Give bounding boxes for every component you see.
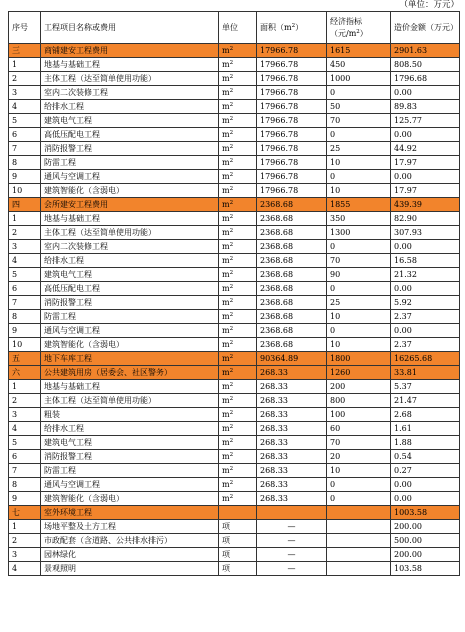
amount-cell: 16265.68 <box>391 352 460 366</box>
amount-cell: 16.58 <box>391 254 460 268</box>
unit-cell: $m^2$ <box>219 268 257 282</box>
table-row <box>9 478 460 492</box>
area-cell: 17966.78 <box>257 58 327 72</box>
unit-cell: $m^2$ <box>219 86 257 100</box>
item-name-cell: 给排水工程 <box>41 100 219 114</box>
table-row <box>9 170 460 184</box>
item-name-cell: 主体工程（达至简单使用功能） <box>41 72 219 86</box>
item-name-cell: 给排水工程 <box>41 422 219 436</box>
row-number-cell: 9 <box>9 170 41 184</box>
col-header-amount: 造价金额（万元） <box>391 12 460 44</box>
amount-cell: 0.00 <box>391 282 460 296</box>
item-name-cell: 建筑电气工程 <box>41 436 219 450</box>
amount-cell: 0.00 <box>391 86 460 100</box>
economic-index-cell: 0 <box>327 478 391 492</box>
economic-index-cell: 350 <box>327 212 391 226</box>
amount-cell: 1796.68 <box>391 72 460 86</box>
area-cell: 17966.78 <box>257 114 327 128</box>
economic-index-cell: 10 <box>327 156 391 170</box>
area-cell: 17966.78 <box>257 170 327 184</box>
economic-index-cell: 0 <box>327 86 391 100</box>
item-name-cell: 商铺建安工程费用 <box>41 44 219 58</box>
area-cell: 2368.68 <box>257 324 327 338</box>
table-row <box>9 534 460 548</box>
row-number-cell: 10 <box>9 184 41 198</box>
item-name-cell: 主体工程（达至简单使用功能） <box>41 394 219 408</box>
economic-index-cell: 90 <box>327 268 391 282</box>
row-number-cell: 3 <box>9 548 41 562</box>
area-cell: 268.33 <box>257 436 327 450</box>
section-row <box>9 44 460 58</box>
amount-cell: 89.83 <box>391 100 460 114</box>
area-cell: 268.33 <box>257 422 327 436</box>
table-row <box>9 324 460 338</box>
amount-cell: 2901.63 <box>391 44 460 58</box>
amount-cell: 808.50 <box>391 58 460 72</box>
row-number-cell: 4 <box>9 422 41 436</box>
unit-cell: $m^2$ <box>219 436 257 450</box>
amount-cell: 1.88 <box>391 436 460 450</box>
item-name-cell: 高低压配电工程 <box>41 282 219 296</box>
amount-cell: 125.77 <box>391 114 460 128</box>
table-row <box>9 422 460 436</box>
area-cell: — <box>257 562 327 576</box>
economic-index-cell: 20 <box>327 450 391 464</box>
economic-index-cell: 450 <box>327 58 391 72</box>
economic-index-cell <box>327 562 391 576</box>
table-row <box>9 380 460 394</box>
unit-cell: $m^2$ <box>219 324 257 338</box>
amount-cell: 307.93 <box>391 226 460 240</box>
unit-cell: $m^2$ <box>219 44 257 58</box>
table-row <box>9 408 460 422</box>
area-cell: 17966.78 <box>257 156 327 170</box>
area-cell: 268.33 <box>257 492 327 506</box>
amount-cell: 5.92 <box>391 296 460 310</box>
unit-cell: $m^2$ <box>219 366 257 380</box>
area-cell: 2368.68 <box>257 212 327 226</box>
row-number-cell: 8 <box>9 156 41 170</box>
table-row <box>9 86 460 100</box>
amount-cell: 500.00 <box>391 534 460 548</box>
item-name-cell: 室外环境工程 <box>41 506 219 520</box>
amount-cell: 33.81 <box>391 366 460 380</box>
table-row <box>9 58 460 72</box>
economic-index-cell: 1300 <box>327 226 391 240</box>
item-name-cell: 地基与基础工程 <box>41 212 219 226</box>
table-row <box>9 492 460 506</box>
economic-index-cell: 1260 <box>327 366 391 380</box>
item-name-cell: 会所建安工程费用 <box>41 198 219 212</box>
area-cell: — <box>257 548 327 562</box>
table-row <box>9 296 460 310</box>
area-cell: 90364.89 <box>257 352 327 366</box>
row-number-cell: 2 <box>9 72 41 86</box>
unit-cell: $m^2$ <box>219 352 257 366</box>
item-name-cell: 主体工程（达至简单使用功能） <box>41 226 219 240</box>
table-row <box>9 338 460 352</box>
unit-cell: $m^2$ <box>219 170 257 184</box>
item-name-cell: 地基与基础工程 <box>41 58 219 72</box>
row-number-cell: 6 <box>9 282 41 296</box>
col-header-index: 经济指标（元$/m^2$） <box>327 12 391 44</box>
unit-cell: $m^2$ <box>219 198 257 212</box>
row-number-cell: 1 <box>9 380 41 394</box>
area-cell: 17966.78 <box>257 142 327 156</box>
economic-index-cell: 100 <box>327 408 391 422</box>
item-name-cell: 消防报警工程 <box>41 296 219 310</box>
area-cell: — <box>257 534 327 548</box>
row-number-cell: 3 <box>9 240 41 254</box>
table-row <box>9 282 460 296</box>
economic-index-cell: 10 <box>327 310 391 324</box>
area-cell: 17966.78 <box>257 72 327 86</box>
row-number-cell: 9 <box>9 324 41 338</box>
economic-index-cell: 25 <box>327 142 391 156</box>
row-number-cell: 五 <box>9 352 41 366</box>
amount-cell: 21.47 <box>391 394 460 408</box>
item-name-cell: 地基与基础工程 <box>41 380 219 394</box>
unit-cell: $m^2$ <box>219 128 257 142</box>
col-header-area: 面积$(m^2)$ <box>257 12 327 44</box>
item-name-cell: 高低压配电工程 <box>41 128 219 142</box>
table-body <box>9 44 460 576</box>
row-number-cell: 5 <box>9 114 41 128</box>
unit-cell: $m^2$ <box>219 184 257 198</box>
area-cell: 2368.68 <box>257 282 327 296</box>
area-cell: 2368.68 <box>257 338 327 352</box>
table-row <box>9 72 460 86</box>
unit-cell: $m^2$ <box>219 58 257 72</box>
table-row <box>9 310 460 324</box>
row-number-cell: 8 <box>9 310 41 324</box>
unit-cell <box>219 506 257 520</box>
area-cell: 17966.78 <box>257 128 327 142</box>
table-row <box>9 142 460 156</box>
unit-cell: $m^2$ <box>219 114 257 128</box>
area-cell: 2368.68 <box>257 240 327 254</box>
unit-cell: $m^2$ <box>219 212 257 226</box>
row-number-cell: 7 <box>9 296 41 310</box>
unit-cell: $m^2$ <box>219 100 257 114</box>
cost-table <box>8 11 460 576</box>
row-number-cell: 4 <box>9 254 41 268</box>
unit-note: （单位：万元） <box>399 0 459 10</box>
economic-index-cell: 70 <box>327 436 391 450</box>
section-row <box>9 352 460 366</box>
item-name-cell: 给排水工程 <box>41 254 219 268</box>
item-name-cell: 地下车库工程 <box>41 352 219 366</box>
item-name-cell: 建筑智能化（含弱电） <box>41 338 219 352</box>
unit-cell: $m^2$ <box>219 422 257 436</box>
amount-cell: 0.00 <box>391 170 460 184</box>
item-name-cell: 园林绿化 <box>41 548 219 562</box>
unit-cell: $m^2$ <box>219 72 257 86</box>
unit-cell: $m^2$ <box>219 282 257 296</box>
economic-index-cell <box>327 548 391 562</box>
table-row <box>9 520 460 534</box>
item-name-cell: 防雷工程 <box>41 464 219 478</box>
row-number-cell: 4 <box>9 100 41 114</box>
row-number-cell: 6 <box>9 450 41 464</box>
unit-cell: $m^2$ <box>219 380 257 394</box>
section-row <box>9 506 460 520</box>
area-cell: 268.33 <box>257 408 327 422</box>
row-number-cell: 2 <box>9 226 41 240</box>
area-cell: 268.33 <box>257 366 327 380</box>
area-cell: 268.33 <box>257 380 327 394</box>
area-cell: 2368.68 <box>257 296 327 310</box>
row-number-cell: 8 <box>9 478 41 492</box>
economic-index-cell: 800 <box>327 394 391 408</box>
unit-cell: 项 <box>219 520 257 534</box>
col-header-unit: 单位 <box>219 12 257 44</box>
unit-cell: 项 <box>219 548 257 562</box>
table-row <box>9 548 460 562</box>
economic-index-cell: 10 <box>327 464 391 478</box>
row-number-cell: 10 <box>9 338 41 352</box>
item-name-cell: 消防报警工程 <box>41 142 219 156</box>
table-row <box>9 436 460 450</box>
item-name-cell: 粗装 <box>41 408 219 422</box>
row-number-cell: 5 <box>9 436 41 450</box>
amount-cell: 17.97 <box>391 156 460 170</box>
unit-cell: $m^2$ <box>219 450 257 464</box>
amount-cell: 21.32 <box>391 268 460 282</box>
unit-cell: $m^2$ <box>219 338 257 352</box>
economic-index-cell <box>327 506 391 520</box>
amount-cell: 1003.58 <box>391 506 460 520</box>
economic-index-cell: 10 <box>327 184 391 198</box>
unit-cell: $m^2$ <box>219 394 257 408</box>
amount-cell: 0.54 <box>391 450 460 464</box>
amount-cell: 44.92 <box>391 142 460 156</box>
row-number-cell: 6 <box>9 128 41 142</box>
area-cell: 2368.68 <box>257 198 327 212</box>
area-cell: 2368.68 <box>257 268 327 282</box>
amount-cell: 2.68 <box>391 408 460 422</box>
amount-cell: 0.00 <box>391 324 460 338</box>
area-cell: 2368.68 <box>257 310 327 324</box>
item-name-cell: 市政配套（含道路、公共排水排污） <box>41 534 219 548</box>
amount-cell: 200.00 <box>391 548 460 562</box>
amount-cell: 82.90 <box>391 212 460 226</box>
item-name-cell: 通风与空调工程 <box>41 170 219 184</box>
economic-index-cell: 1855 <box>327 198 391 212</box>
economic-index-cell: 0 <box>327 492 391 506</box>
economic-index-cell: 50 <box>327 100 391 114</box>
item-name-cell: 建筑智能化（含弱电） <box>41 184 219 198</box>
unit-cell: $m^2$ <box>219 296 257 310</box>
table-row <box>9 128 460 142</box>
amount-cell: 200.00 <box>391 520 460 534</box>
unit-cell: $m^2$ <box>219 142 257 156</box>
unit-cell: 项 <box>219 562 257 576</box>
table-row <box>9 184 460 198</box>
row-number-cell: 四 <box>9 198 41 212</box>
unit-cell: $m^2$ <box>219 156 257 170</box>
unit-cell: $m^2$ <box>219 464 257 478</box>
amount-cell: 439.39 <box>391 198 460 212</box>
amount-cell: 2.37 <box>391 310 460 324</box>
table-header <box>9 12 460 44</box>
item-name-cell: 室内二次装修工程 <box>41 240 219 254</box>
economic-index-cell: 0 <box>327 324 391 338</box>
row-number-cell: 1 <box>9 58 41 72</box>
amount-cell: 103.58 <box>391 562 460 576</box>
economic-index-cell: 0 <box>327 282 391 296</box>
section-row <box>9 198 460 212</box>
unit-cell: $m^2$ <box>219 254 257 268</box>
item-name-cell: 景观照明 <box>41 562 219 576</box>
area-cell <box>257 506 327 520</box>
table-row <box>9 100 460 114</box>
table-row <box>9 156 460 170</box>
item-name-cell: 公共建筑用房（居委会、社区警务） <box>41 366 219 380</box>
amount-cell: 5.37 <box>391 380 460 394</box>
item-name-cell: 建筑智能化（含弱电） <box>41 492 219 506</box>
area-cell: 2368.68 <box>257 254 327 268</box>
economic-index-cell: 0 <box>327 240 391 254</box>
table-row <box>9 212 460 226</box>
row-number-cell: 1 <box>9 520 41 534</box>
row-number-cell: 9 <box>9 492 41 506</box>
table-row <box>9 394 460 408</box>
economic-index-cell: 10 <box>327 338 391 352</box>
economic-index-cell: 1615 <box>327 44 391 58</box>
unit-cell: $m^2$ <box>219 492 257 506</box>
table-row <box>9 240 460 254</box>
area-cell: 268.33 <box>257 478 327 492</box>
amount-cell: 1.61 <box>391 422 460 436</box>
economic-index-cell: 25 <box>327 296 391 310</box>
economic-index-cell: 1800 <box>327 352 391 366</box>
row-number-cell: 7 <box>9 464 41 478</box>
economic-index-cell: 70 <box>327 254 391 268</box>
row-number-cell: 5 <box>9 268 41 282</box>
row-number-cell: 六 <box>9 366 41 380</box>
economic-index-cell: 70 <box>327 114 391 128</box>
row-number-cell: 1 <box>9 212 41 226</box>
unit-cell: 项 <box>219 534 257 548</box>
table-row <box>9 226 460 240</box>
row-number-cell: 4 <box>9 562 41 576</box>
row-number-cell: 七 <box>9 506 41 520</box>
table-row <box>9 254 460 268</box>
economic-index-cell: 0 <box>327 170 391 184</box>
unit-cell: $m^2$ <box>219 310 257 324</box>
item-name-cell: 室内二次装修工程 <box>41 86 219 100</box>
row-number-cell: 三 <box>9 44 41 58</box>
section-row <box>9 366 460 380</box>
amount-cell: 0.00 <box>391 492 460 506</box>
unit-cell: $m^2$ <box>219 240 257 254</box>
item-name-cell: 防雷工程 <box>41 156 219 170</box>
table-row <box>9 450 460 464</box>
col-header-name: 工程项目名称或费用 <box>41 12 219 44</box>
area-cell: 2368.68 <box>257 226 327 240</box>
economic-index-cell <box>327 520 391 534</box>
economic-index-cell: 1000 <box>327 72 391 86</box>
economic-index-cell: 0 <box>327 128 391 142</box>
table-row <box>9 268 460 282</box>
col-header-no: 序号 <box>9 12 41 44</box>
area-cell: 268.33 <box>257 394 327 408</box>
row-number-cell: 7 <box>9 142 41 156</box>
amount-cell: 2.37 <box>391 338 460 352</box>
amount-cell: 0.00 <box>391 128 460 142</box>
area-cell: 17966.78 <box>257 100 327 114</box>
economic-index-cell: 200 <box>327 380 391 394</box>
item-name-cell: 建筑电气工程 <box>41 268 219 282</box>
amount-cell: 0.27 <box>391 464 460 478</box>
amount-cell: 0.00 <box>391 478 460 492</box>
economic-index-cell: 60 <box>327 422 391 436</box>
item-name-cell: 场地平整及土方工程 <box>41 520 219 534</box>
row-number-cell: 2 <box>9 534 41 548</box>
area-cell: 268.33 <box>257 464 327 478</box>
item-name-cell: 通风与空调工程 <box>41 324 219 338</box>
area-cell: 17966.78 <box>257 44 327 58</box>
amount-cell: 0.00 <box>391 240 460 254</box>
area-cell: 17966.78 <box>257 184 327 198</box>
table-row <box>9 464 460 478</box>
amount-cell: 17.97 <box>391 184 460 198</box>
item-name-cell: 建筑电气工程 <box>41 114 219 128</box>
item-name-cell: 消防报警工程 <box>41 450 219 464</box>
table-row <box>9 562 460 576</box>
area-cell: — <box>257 520 327 534</box>
item-name-cell: 防雷工程 <box>41 310 219 324</box>
item-name-cell: 通风与空调工程 <box>41 478 219 492</box>
table-row <box>9 114 460 128</box>
unit-cell: $m^2$ <box>219 226 257 240</box>
area-cell: 268.33 <box>257 450 327 464</box>
economic-index-cell <box>327 534 391 548</box>
unit-cell: $m^2$ <box>219 408 257 422</box>
row-number-cell: 2 <box>9 394 41 408</box>
row-number-cell: 3 <box>9 408 41 422</box>
area-cell: 17966.78 <box>257 86 327 100</box>
row-number-cell: 3 <box>9 86 41 100</box>
unit-cell: $m^2$ <box>219 478 257 492</box>
